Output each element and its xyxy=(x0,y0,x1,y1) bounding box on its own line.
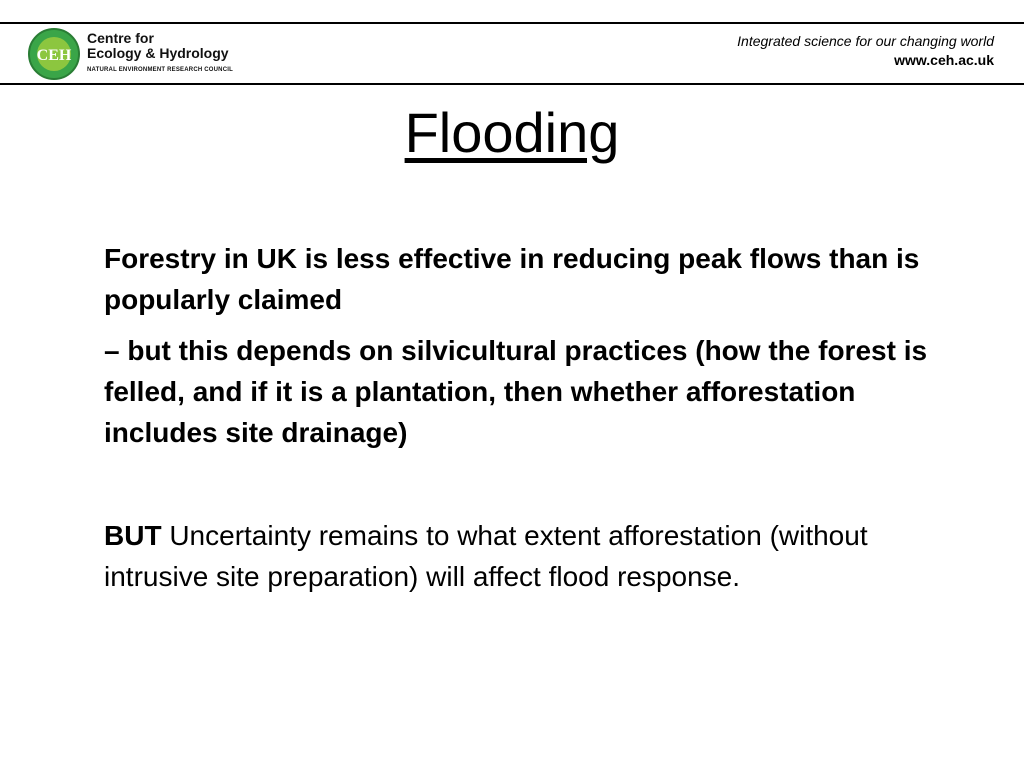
logo-council: NATURAL ENVIRONMENT RESEARCH COUNCIL xyxy=(87,67,233,73)
ceh-globe-icon xyxy=(27,27,81,81)
slide-body xyxy=(104,238,934,597)
slide-header xyxy=(0,0,1024,85)
header-bottom-rule xyxy=(0,83,1024,85)
header-slogan: Integrated science for our changing world xyxy=(737,33,994,49)
paragraph-silviculture: – but this depends on silvicultural practices (how the forest is felled, and if it is a plantation, then whether afforestation includes site drainage) xyxy=(104,335,928,448)
paragraph-uncertainty-rest: Uncertainty remains to what extent afforestation (without intrusive site preparation) will affect flood response. xyxy=(104,520,868,592)
paragraph-forestry: Forestry in UK is less effective in reducing peak flows than is popularly claimed xyxy=(104,243,920,315)
paragraph-uncertainty-lead: BUT xyxy=(104,520,162,551)
header-url[interactable]: www.ceh.ac.uk xyxy=(894,52,994,68)
logo-name-line1: Centre for xyxy=(87,30,154,46)
logo-name xyxy=(87,31,229,61)
header-top-rule xyxy=(0,22,1024,24)
header-tagline xyxy=(737,32,994,70)
logo-initials: CEH xyxy=(36,47,72,64)
slide-title: Flooding xyxy=(404,101,620,164)
logo-name-line2: Ecology & Hydrology xyxy=(87,45,229,61)
paragraph-uncertainty xyxy=(104,515,934,597)
ceh-logo xyxy=(27,27,267,81)
